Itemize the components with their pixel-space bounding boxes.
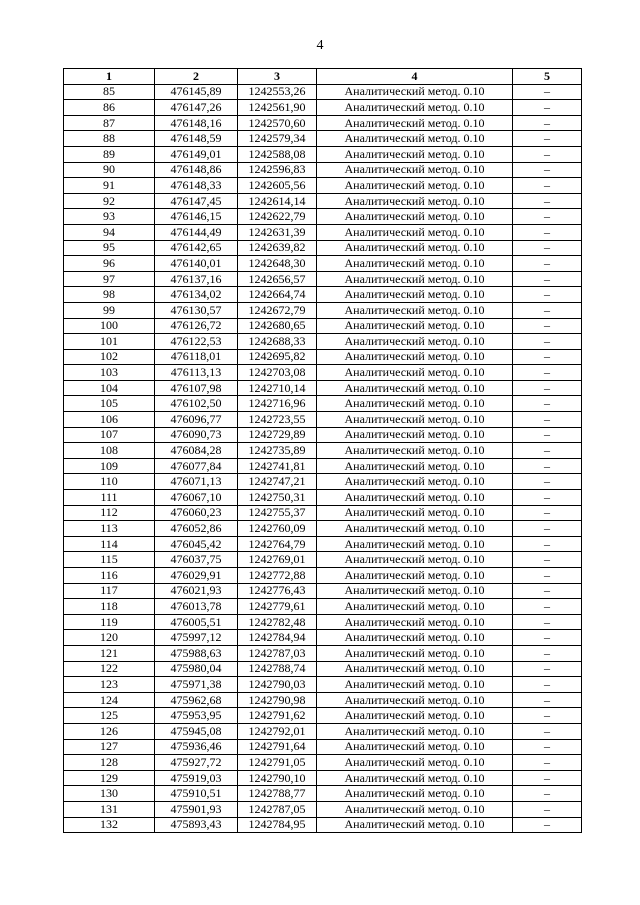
method-cell: Аналитический метод. 0.10 bbox=[317, 146, 513, 162]
y-coordinate-cell: 1242790,98 bbox=[238, 692, 317, 708]
y-coordinate-cell: 1242769,01 bbox=[238, 552, 317, 568]
method-cell: Аналитический метод. 0.10 bbox=[317, 490, 513, 506]
point-number-cell: 101 bbox=[64, 334, 155, 350]
method-cell: Аналитический метод. 0.10 bbox=[317, 334, 513, 350]
point-number-cell: 117 bbox=[64, 583, 155, 599]
note-cell: – bbox=[513, 458, 582, 474]
method-cell: Аналитический метод. 0.10 bbox=[317, 505, 513, 521]
method-cell: Аналитический метод. 0.10 bbox=[317, 786, 513, 802]
note-cell: – bbox=[513, 692, 582, 708]
point-number-cell: 98 bbox=[64, 287, 155, 303]
note-cell: – bbox=[513, 287, 582, 303]
table-row bbox=[64, 193, 582, 209]
note-cell: – bbox=[513, 412, 582, 428]
x-coordinate-cell: 476126,72 bbox=[155, 318, 238, 334]
note-cell: – bbox=[513, 661, 582, 677]
x-coordinate-cell: 475988,63 bbox=[155, 645, 238, 661]
table-row bbox=[64, 162, 582, 178]
y-coordinate-cell: 1242631,39 bbox=[238, 224, 317, 240]
y-coordinate-cell: 1242664,74 bbox=[238, 287, 317, 303]
table-row bbox=[64, 552, 582, 568]
y-coordinate-cell: 1242764,79 bbox=[238, 536, 317, 552]
point-number-cell: 119 bbox=[64, 614, 155, 630]
note-cell: – bbox=[513, 505, 582, 521]
note-cell: – bbox=[513, 178, 582, 194]
table-row bbox=[64, 474, 582, 490]
note-cell: – bbox=[513, 365, 582, 381]
method-cell: Аналитический метод. 0.10 bbox=[317, 723, 513, 739]
method-cell: Аналитический метод. 0.10 bbox=[317, 271, 513, 287]
table-row bbox=[64, 318, 582, 334]
table-row bbox=[64, 131, 582, 147]
method-cell: Аналитический метод. 0.10 bbox=[317, 521, 513, 537]
table-row bbox=[64, 630, 582, 646]
x-coordinate-cell: 475980,04 bbox=[155, 661, 238, 677]
table-row bbox=[64, 817, 582, 833]
y-coordinate-cell: 1242787,05 bbox=[238, 801, 317, 817]
point-number-cell: 123 bbox=[64, 677, 155, 693]
y-coordinate-cell: 1242750,31 bbox=[238, 490, 317, 506]
y-coordinate-cell: 1242779,61 bbox=[238, 599, 317, 615]
note-cell: – bbox=[513, 84, 582, 100]
method-cell: Аналитический метод. 0.10 bbox=[317, 817, 513, 833]
note-cell: – bbox=[513, 552, 582, 568]
table-header-row bbox=[64, 69, 582, 85]
x-coordinate-cell: 475953,95 bbox=[155, 708, 238, 724]
column-header-3: 3 bbox=[238, 69, 317, 85]
note-cell: – bbox=[513, 770, 582, 786]
table-row bbox=[64, 380, 582, 396]
table-row bbox=[64, 84, 582, 100]
note-cell: – bbox=[513, 146, 582, 162]
y-coordinate-cell: 1242760,09 bbox=[238, 521, 317, 537]
x-coordinate-cell: 476130,57 bbox=[155, 302, 238, 318]
point-number-cell: 93 bbox=[64, 209, 155, 225]
y-coordinate-cell: 1242656,57 bbox=[238, 271, 317, 287]
coordinates-table bbox=[63, 68, 582, 833]
note-cell: – bbox=[513, 162, 582, 178]
table-row bbox=[64, 412, 582, 428]
point-number-cell: 121 bbox=[64, 645, 155, 661]
x-coordinate-cell: 476134,02 bbox=[155, 287, 238, 303]
point-number-cell: 108 bbox=[64, 443, 155, 459]
x-coordinate-cell: 475927,72 bbox=[155, 755, 238, 771]
y-coordinate-cell: 1242561,90 bbox=[238, 100, 317, 116]
y-coordinate-cell: 1242772,88 bbox=[238, 568, 317, 584]
point-number-cell: 111 bbox=[64, 490, 155, 506]
x-coordinate-cell: 476084,28 bbox=[155, 443, 238, 459]
method-cell: Аналитический метод. 0.10 bbox=[317, 240, 513, 256]
point-number-cell: 92 bbox=[64, 193, 155, 209]
point-number-cell: 118 bbox=[64, 599, 155, 615]
table-body bbox=[64, 84, 582, 833]
y-coordinate-cell: 1242791,05 bbox=[238, 755, 317, 771]
x-coordinate-cell: 475893,43 bbox=[155, 817, 238, 833]
y-coordinate-cell: 1242792,01 bbox=[238, 723, 317, 739]
note-cell: – bbox=[513, 536, 582, 552]
method-cell: Аналитический метод. 0.10 bbox=[317, 443, 513, 459]
x-coordinate-cell: 475997,12 bbox=[155, 630, 238, 646]
note-cell: – bbox=[513, 115, 582, 131]
column-header-2: 2 bbox=[155, 69, 238, 85]
table-row bbox=[64, 365, 582, 381]
y-coordinate-cell: 1242622,79 bbox=[238, 209, 317, 225]
note-cell: – bbox=[513, 614, 582, 630]
y-coordinate-cell: 1242710,14 bbox=[238, 380, 317, 396]
x-coordinate-cell: 476146,15 bbox=[155, 209, 238, 225]
y-coordinate-cell: 1242790,10 bbox=[238, 770, 317, 786]
method-cell: Аналитический метод. 0.10 bbox=[317, 708, 513, 724]
y-coordinate-cell: 1242688,33 bbox=[238, 334, 317, 350]
x-coordinate-cell: 476142,65 bbox=[155, 240, 238, 256]
method-cell: Аналитический метод. 0.10 bbox=[317, 599, 513, 615]
point-number-cell: 109 bbox=[64, 458, 155, 474]
method-cell: Аналитический метод. 0.10 bbox=[317, 661, 513, 677]
point-number-cell: 113 bbox=[64, 521, 155, 537]
y-coordinate-cell: 1242605,56 bbox=[238, 178, 317, 194]
note-cell: – bbox=[513, 739, 582, 755]
point-number-cell: 99 bbox=[64, 302, 155, 318]
table-row bbox=[64, 287, 582, 303]
method-cell: Аналитический метод. 0.10 bbox=[317, 224, 513, 240]
y-coordinate-cell: 1242703,08 bbox=[238, 365, 317, 381]
table-row bbox=[64, 786, 582, 802]
point-number-cell: 131 bbox=[64, 801, 155, 817]
note-cell: – bbox=[513, 224, 582, 240]
y-coordinate-cell: 1242784,95 bbox=[238, 817, 317, 833]
note-cell: – bbox=[513, 708, 582, 724]
y-coordinate-cell: 1242787,03 bbox=[238, 645, 317, 661]
note-cell: – bbox=[513, 256, 582, 272]
x-coordinate-cell: 476145,89 bbox=[155, 84, 238, 100]
point-number-cell: 100 bbox=[64, 318, 155, 334]
point-number-cell: 106 bbox=[64, 412, 155, 428]
y-coordinate-cell: 1242790,03 bbox=[238, 677, 317, 693]
method-cell: Аналитический метод. 0.10 bbox=[317, 162, 513, 178]
y-coordinate-cell: 1242639,82 bbox=[238, 240, 317, 256]
x-coordinate-cell: 476147,26 bbox=[155, 100, 238, 116]
table-row bbox=[64, 661, 582, 677]
note-cell: – bbox=[513, 240, 582, 256]
x-coordinate-cell: 476013,78 bbox=[155, 599, 238, 615]
note-cell: – bbox=[513, 583, 582, 599]
y-coordinate-cell: 1242788,77 bbox=[238, 786, 317, 802]
y-coordinate-cell: 1242716,96 bbox=[238, 396, 317, 412]
point-number-cell: 110 bbox=[64, 474, 155, 490]
point-number-cell: 128 bbox=[64, 755, 155, 771]
point-number-cell: 120 bbox=[64, 630, 155, 646]
table-row bbox=[64, 723, 582, 739]
method-cell: Аналитический метод. 0.10 bbox=[317, 801, 513, 817]
x-coordinate-cell: 476045,42 bbox=[155, 536, 238, 552]
method-cell: Аналитический метод. 0.10 bbox=[317, 630, 513, 646]
y-coordinate-cell: 1242747,21 bbox=[238, 474, 317, 490]
page-number: 4 bbox=[316, 38, 324, 53]
method-cell: Аналитический метод. 0.10 bbox=[317, 100, 513, 116]
y-coordinate-cell: 1242729,89 bbox=[238, 427, 317, 443]
table-row bbox=[64, 677, 582, 693]
note-cell: – bbox=[513, 349, 582, 365]
method-cell: Аналитический метод. 0.10 bbox=[317, 427, 513, 443]
table-row bbox=[64, 645, 582, 661]
x-coordinate-cell: 475936,46 bbox=[155, 739, 238, 755]
point-number-cell: 85 bbox=[64, 84, 155, 100]
y-coordinate-cell: 1242596,83 bbox=[238, 162, 317, 178]
method-cell: Аналитический метод. 0.10 bbox=[317, 474, 513, 490]
y-coordinate-cell: 1242735,89 bbox=[238, 443, 317, 459]
method-cell: Аналитический метод. 0.10 bbox=[317, 412, 513, 428]
point-number-cell: 88 bbox=[64, 131, 155, 147]
x-coordinate-cell: 476113,13 bbox=[155, 365, 238, 381]
x-coordinate-cell: 476067,10 bbox=[155, 490, 238, 506]
note-cell: – bbox=[513, 131, 582, 147]
note-cell: – bbox=[513, 380, 582, 396]
method-cell: Аналитический метод. 0.10 bbox=[317, 256, 513, 272]
note-cell: – bbox=[513, 723, 582, 739]
table-row bbox=[64, 396, 582, 412]
y-coordinate-cell: 1242553,26 bbox=[238, 84, 317, 100]
point-number-cell: 87 bbox=[64, 115, 155, 131]
x-coordinate-cell: 476118,01 bbox=[155, 349, 238, 365]
point-number-cell: 102 bbox=[64, 349, 155, 365]
table-row bbox=[64, 178, 582, 194]
table-row bbox=[64, 755, 582, 771]
x-coordinate-cell: 476148,59 bbox=[155, 131, 238, 147]
note-cell: – bbox=[513, 209, 582, 225]
point-number-cell: 132 bbox=[64, 817, 155, 833]
y-coordinate-cell: 1242723,55 bbox=[238, 412, 317, 428]
point-number-cell: 114 bbox=[64, 536, 155, 552]
table-row bbox=[64, 739, 582, 755]
method-cell: Аналитический метод. 0.10 bbox=[317, 458, 513, 474]
method-cell: Аналитический метод. 0.10 bbox=[317, 302, 513, 318]
table-row bbox=[64, 521, 582, 537]
y-coordinate-cell: 1242791,62 bbox=[238, 708, 317, 724]
note-cell: – bbox=[513, 677, 582, 693]
table-row bbox=[64, 536, 582, 552]
point-number-cell: 126 bbox=[64, 723, 155, 739]
method-cell: Аналитический метод. 0.10 bbox=[317, 614, 513, 630]
y-coordinate-cell: 1242788,74 bbox=[238, 661, 317, 677]
y-coordinate-cell: 1242695,82 bbox=[238, 349, 317, 365]
note-cell: – bbox=[513, 334, 582, 350]
point-number-cell: 129 bbox=[64, 770, 155, 786]
method-cell: Аналитический метод. 0.10 bbox=[317, 380, 513, 396]
method-cell: Аналитический метод. 0.10 bbox=[317, 287, 513, 303]
method-cell: Аналитический метод. 0.10 bbox=[317, 583, 513, 599]
point-number-cell: 115 bbox=[64, 552, 155, 568]
table-row bbox=[64, 505, 582, 521]
column-header-4: 4 bbox=[317, 69, 513, 85]
table-row bbox=[64, 271, 582, 287]
x-coordinate-cell: 476029,91 bbox=[155, 568, 238, 584]
note-cell: – bbox=[513, 568, 582, 584]
y-coordinate-cell: 1242588,08 bbox=[238, 146, 317, 162]
table-row bbox=[64, 708, 582, 724]
x-coordinate-cell: 476102,50 bbox=[155, 396, 238, 412]
x-coordinate-cell: 476005,51 bbox=[155, 614, 238, 630]
method-cell: Аналитический метод. 0.10 bbox=[317, 115, 513, 131]
x-coordinate-cell: 475901,93 bbox=[155, 801, 238, 817]
x-coordinate-cell: 475919,03 bbox=[155, 770, 238, 786]
table-row bbox=[64, 458, 582, 474]
note-cell: – bbox=[513, 302, 582, 318]
x-coordinate-cell: 476052,86 bbox=[155, 521, 238, 537]
table-row bbox=[64, 614, 582, 630]
point-number-cell: 130 bbox=[64, 786, 155, 802]
y-coordinate-cell: 1242784,94 bbox=[238, 630, 317, 646]
note-cell: – bbox=[513, 443, 582, 459]
point-number-cell: 95 bbox=[64, 240, 155, 256]
method-cell: Аналитический метод. 0.10 bbox=[317, 755, 513, 771]
table-row bbox=[64, 240, 582, 256]
x-coordinate-cell: 476144,49 bbox=[155, 224, 238, 240]
table-row bbox=[64, 256, 582, 272]
point-number-cell: 124 bbox=[64, 692, 155, 708]
note-cell: – bbox=[513, 427, 582, 443]
y-coordinate-cell: 1242791,64 bbox=[238, 739, 317, 755]
point-number-cell: 90 bbox=[64, 162, 155, 178]
method-cell: Аналитический метод. 0.10 bbox=[317, 365, 513, 381]
point-number-cell: 86 bbox=[64, 100, 155, 116]
x-coordinate-cell: 476021,93 bbox=[155, 583, 238, 599]
table-row bbox=[64, 599, 582, 615]
method-cell: Аналитический метод. 0.10 bbox=[317, 677, 513, 693]
method-cell: Аналитический метод. 0.10 bbox=[317, 692, 513, 708]
y-coordinate-cell: 1242755,37 bbox=[238, 505, 317, 521]
table-row bbox=[64, 583, 582, 599]
y-coordinate-cell: 1242776,43 bbox=[238, 583, 317, 599]
note-cell: – bbox=[513, 801, 582, 817]
method-cell: Аналитический метод. 0.10 bbox=[317, 131, 513, 147]
method-cell: Аналитический метод. 0.10 bbox=[317, 770, 513, 786]
x-coordinate-cell: 476090,73 bbox=[155, 427, 238, 443]
note-cell: – bbox=[513, 630, 582, 646]
x-coordinate-cell: 476060,23 bbox=[155, 505, 238, 521]
point-number-cell: 96 bbox=[64, 256, 155, 272]
table-row bbox=[64, 224, 582, 240]
point-number-cell: 122 bbox=[64, 661, 155, 677]
x-coordinate-cell: 475962,68 bbox=[155, 692, 238, 708]
x-coordinate-cell: 476148,33 bbox=[155, 178, 238, 194]
y-coordinate-cell: 1242579,34 bbox=[238, 131, 317, 147]
table-row bbox=[64, 349, 582, 365]
point-number-cell: 127 bbox=[64, 739, 155, 755]
x-coordinate-cell: 476148,86 bbox=[155, 162, 238, 178]
method-cell: Аналитический метод. 0.10 bbox=[317, 739, 513, 755]
note-cell: – bbox=[513, 755, 582, 771]
method-cell: Аналитический метод. 0.10 bbox=[317, 209, 513, 225]
table-row bbox=[64, 334, 582, 350]
note-cell: – bbox=[513, 100, 582, 116]
x-coordinate-cell: 476071,13 bbox=[155, 474, 238, 490]
x-coordinate-cell: 476137,16 bbox=[155, 271, 238, 287]
x-coordinate-cell: 476140,01 bbox=[155, 256, 238, 272]
note-cell: – bbox=[513, 396, 582, 412]
x-coordinate-cell: 476107,98 bbox=[155, 380, 238, 396]
y-coordinate-cell: 1242648,30 bbox=[238, 256, 317, 272]
y-coordinate-cell: 1242680,65 bbox=[238, 318, 317, 334]
note-cell: – bbox=[513, 599, 582, 615]
x-coordinate-cell: 476077,84 bbox=[155, 458, 238, 474]
column-header-5: 5 bbox=[513, 69, 582, 85]
note-cell: – bbox=[513, 521, 582, 537]
x-coordinate-cell: 476149,01 bbox=[155, 146, 238, 162]
point-number-cell: 89 bbox=[64, 146, 155, 162]
method-cell: Аналитический метод. 0.10 bbox=[317, 193, 513, 209]
x-coordinate-cell: 475910,51 bbox=[155, 786, 238, 802]
method-cell: Аналитический метод. 0.10 bbox=[317, 568, 513, 584]
table-row bbox=[64, 302, 582, 318]
note-cell: – bbox=[513, 271, 582, 287]
note-cell: – bbox=[513, 474, 582, 490]
table-row bbox=[64, 770, 582, 786]
x-coordinate-cell: 475945,08 bbox=[155, 723, 238, 739]
note-cell: – bbox=[513, 318, 582, 334]
table-row bbox=[64, 568, 582, 584]
x-coordinate-cell: 476096,77 bbox=[155, 412, 238, 428]
method-cell: Аналитический метод. 0.10 bbox=[317, 349, 513, 365]
method-cell: Аналитический метод. 0.10 bbox=[317, 536, 513, 552]
point-number-cell: 97 bbox=[64, 271, 155, 287]
point-number-cell: 116 bbox=[64, 568, 155, 584]
note-cell: – bbox=[513, 817, 582, 833]
point-number-cell: 105 bbox=[64, 396, 155, 412]
table-row bbox=[64, 443, 582, 459]
note-cell: – bbox=[513, 193, 582, 209]
note-cell: – bbox=[513, 645, 582, 661]
point-number-cell: 107 bbox=[64, 427, 155, 443]
method-cell: Аналитический метод. 0.10 bbox=[317, 318, 513, 334]
point-number-cell: 94 bbox=[64, 224, 155, 240]
y-coordinate-cell: 1242614,14 bbox=[238, 193, 317, 209]
point-number-cell: 112 bbox=[64, 505, 155, 521]
table-row bbox=[64, 692, 582, 708]
y-coordinate-cell: 1242741,81 bbox=[238, 458, 317, 474]
note-cell: – bbox=[513, 786, 582, 802]
y-coordinate-cell: 1242570,60 bbox=[238, 115, 317, 131]
point-number-cell: 103 bbox=[64, 365, 155, 381]
point-number-cell: 125 bbox=[64, 708, 155, 724]
x-coordinate-cell: 476037,75 bbox=[155, 552, 238, 568]
note-cell: – bbox=[513, 490, 582, 506]
table-row bbox=[64, 490, 582, 506]
table-row bbox=[64, 115, 582, 131]
table-row bbox=[64, 146, 582, 162]
method-cell: Аналитический метод. 0.10 bbox=[317, 84, 513, 100]
method-cell: Аналитический метод. 0.10 bbox=[317, 552, 513, 568]
point-number-cell: 104 bbox=[64, 380, 155, 396]
y-coordinate-cell: 1242782,48 bbox=[238, 614, 317, 630]
x-coordinate-cell: 476147,45 bbox=[155, 193, 238, 209]
table-row bbox=[64, 427, 582, 443]
x-coordinate-cell: 476122,53 bbox=[155, 334, 238, 350]
method-cell: Аналитический метод. 0.10 bbox=[317, 396, 513, 412]
x-coordinate-cell: 475971,38 bbox=[155, 677, 238, 693]
y-coordinate-cell: 1242672,79 bbox=[238, 302, 317, 318]
method-cell: Аналитический метод. 0.10 bbox=[317, 645, 513, 661]
table-row bbox=[64, 801, 582, 817]
table-row bbox=[64, 100, 582, 116]
method-cell: Аналитический метод. 0.10 bbox=[317, 178, 513, 194]
x-coordinate-cell: 476148,16 bbox=[155, 115, 238, 131]
table-row bbox=[64, 209, 582, 225]
column-header-1: 1 bbox=[64, 69, 155, 85]
point-number-cell: 91 bbox=[64, 178, 155, 194]
